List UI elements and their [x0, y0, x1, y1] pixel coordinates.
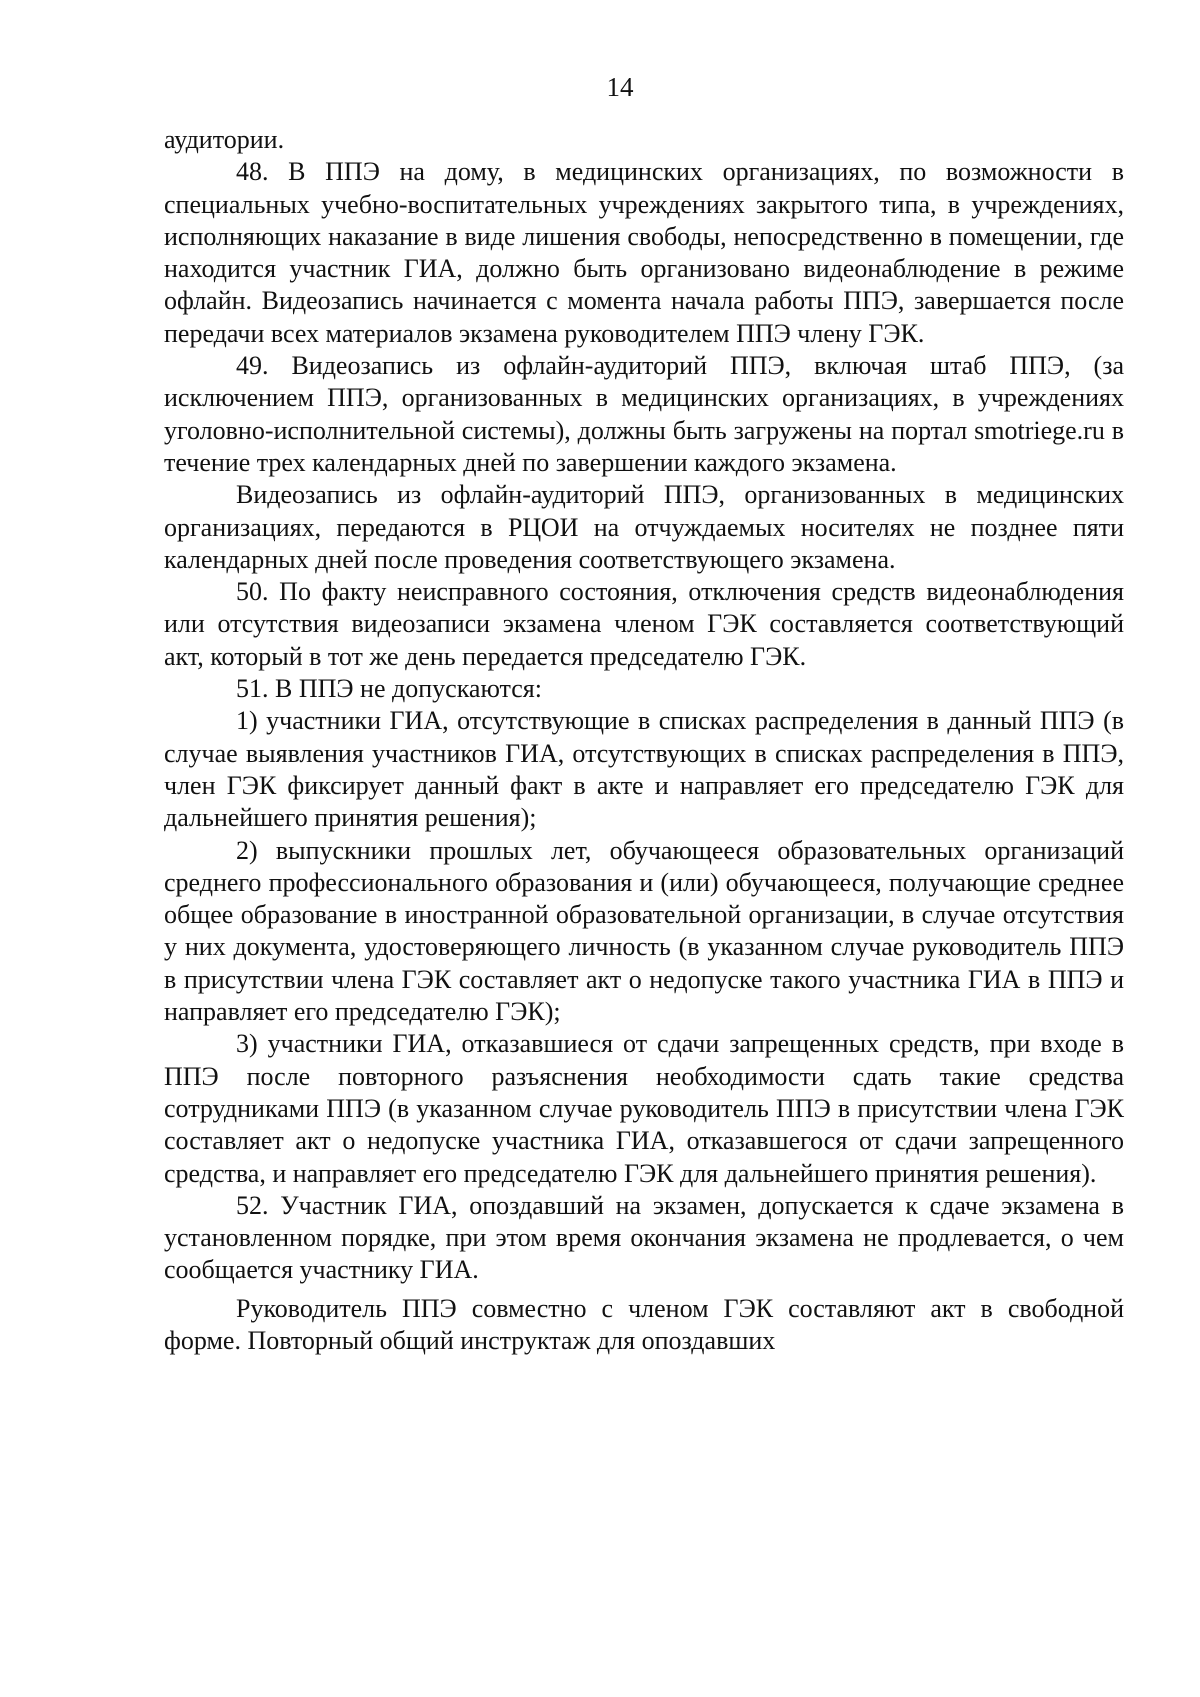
paragraph-52-act: Руководитель ППЭ совместно с членом ГЭК составляют акт в свободной форме. Повторный общий инструктаж для опоздавших	[164, 1293, 1124, 1355]
page-number: 14	[606, 72, 634, 102]
paragraph-49: 49. Видеозапись из офлайн-аудиторий ППЭ, включая штаб ППЭ, (за исключением ППЭ, организованных в медицинских организациях, в учреждениях уголовно-исполнительной системы), должны быть загружены на портал smotriege.ru в течение трех календарных дней по завершении каждого экзамена.	[164, 351, 1124, 477]
paragraph-continuation: аудитории.	[164, 125, 285, 154]
paragraph-51: 51. В ППЭ не допускаются:	[236, 674, 542, 704]
paragraph-48: 48. В ППЭ на дому, в медицинских организациях, по возможности в специальных учебно-воспитательных учреждениях закрытого типа, в учреждениях, исполняющих наказание в виде лишения свободы, непосредственно в помещении, где находится участник ГИА, должно быть организовано видеонаблюдение в режиме офлайн. Видеозапись начинается с момента начала работы ППЭ, завершается после передачи всех материалов экзамена руководителем ППЭ члену ГЭК.	[164, 157, 1124, 348]
paragraph-49-video-medical: Видеозапись из офлайн-аудиторий ППЭ, организованных в медицинских организациях, передаются в РЦОИ на отчуждаемых носителях не позднее пяти календарных дней после проведения соответствующего экзамена.	[164, 480, 1124, 574]
document-body	[164, 124, 1124, 1357]
paragraph-51-item-1: 1) участники ГИА, отсутствующие в списках распределения в данный ППЭ (в случае выявления участников ГИА, отсутствующих в списках распределения в ППЭ, член ГЭК фиксирует данный факт в акте и направляет его председателю ГЭК для дальнейшего принятия решения);	[164, 706, 1124, 833]
paragraph-51-item-2: 2) выпускники прошлых лет, обучающееся образовательных организаций среднего профессионального образования и (или) обучающееся, получающие среднее общее образование в иностранной образовательной организации, в случае отсутствия у них документа, удостоверяющего личность (в указанном случае руководитель ППЭ в присутствии члена ГЭК составляет акт о недопуске такого участника ГИА в ППЭ и направляет его председателю ГЭК);	[164, 835, 1124, 1027]
paragraph-50: 50. По факту неисправного состояния, отключения средств видеонаблюдения или отсутствия видеозаписи экзамена членом ГЭК составляется соответствующий акт, который в тот же день передается председателю ГЭК.	[164, 577, 1124, 671]
paragraph-51-item-3: 3) участники ГИА, отказавшиеся от сдачи запрещенных средств, при входе в ППЭ после повторного разъяснения необходимости сдать такие средства сотрудниками ППЭ (в указанном случае руководитель ППЭ в присутствии члена ГЭК составляет акт о недопуске участника ГИА, отказавшегося от сдачи запрещенного средства, и направляет его председателю ГЭК для дальнейшего принятия решения).	[164, 1029, 1124, 1188]
paragraph-52: 52. Участник ГИА, опоздавший на экзамен, допускается к сдаче экзамена в установленном порядке, при этом время окончания экзамена не продлевается, о чем сообщается участнику ГИА.	[164, 1190, 1124, 1285]
